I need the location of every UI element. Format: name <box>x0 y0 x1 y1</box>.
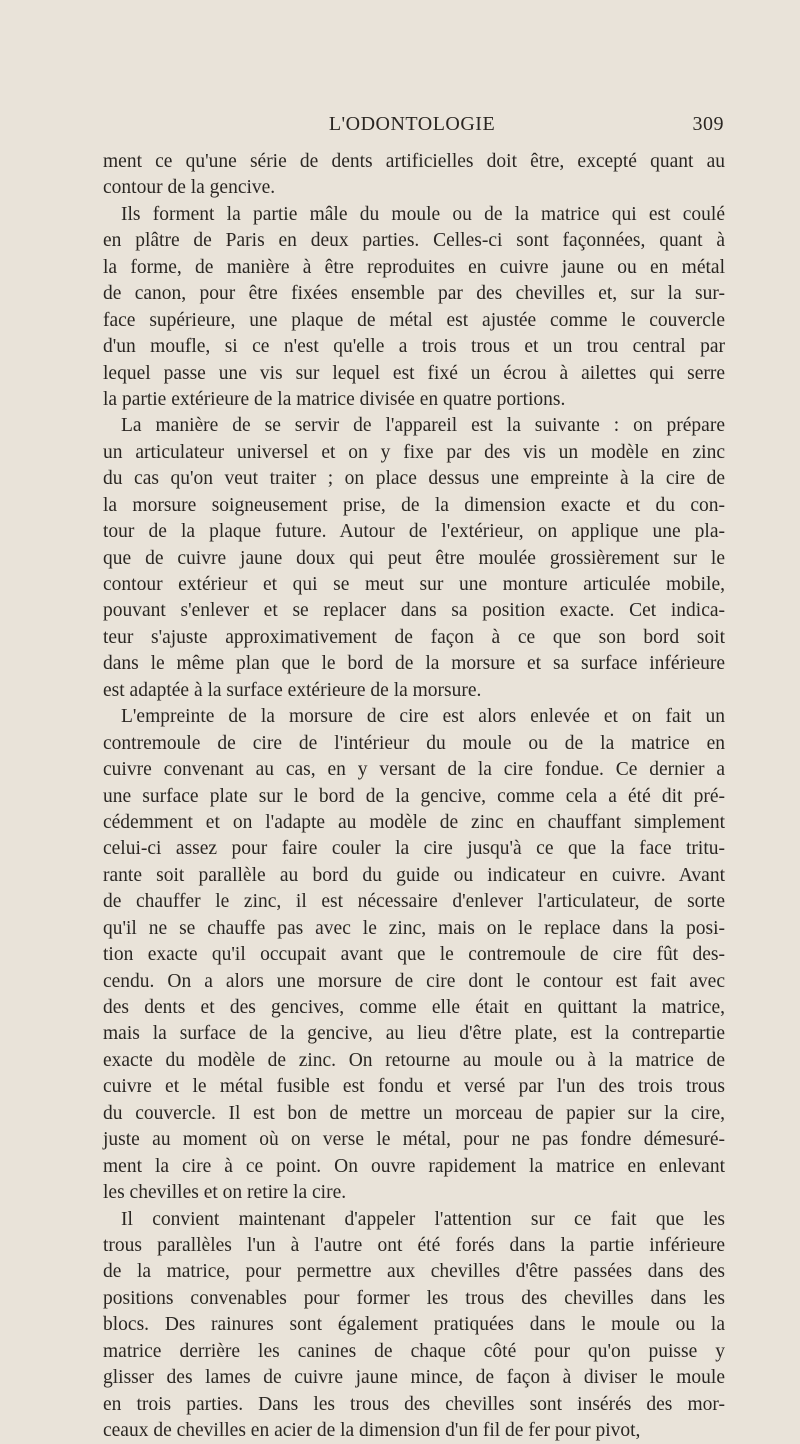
text-line: des dents et des gencives, comme elle était en quittant la matrice, <box>103 995 725 1021</box>
text-line: du cas qu'on veut traiter ; on place dessus une empreinte à la cire de <box>103 466 725 492</box>
text-line: les chevilles et on retire la cire. <box>103 1180 725 1206</box>
text-line: est adaptée à la surface extérieure de la morsure. <box>103 678 725 704</box>
text-line: tion exacte qu'il occupait avant que le contremoule de cire fût des- <box>103 942 725 968</box>
text-line: qu'il ne se chauffe pas avec le zinc, mais on le replace dans la posi- <box>103 916 725 942</box>
text-line: dans le même plan que le bord de la morsure et sa surface inférieure <box>103 651 725 677</box>
text-line: de canon, pour être fixées ensemble par des chevilles et, sur la sur- <box>103 281 725 307</box>
text-line: juste au moment où on verse le métal, pour ne pas fondre démesuré- <box>103 1127 725 1153</box>
text-line: en trois parties. Dans les trous des chevilles sont insérés des mor- <box>103 1392 725 1418</box>
text-line: positions convenables pour former les trous des chevilles dans les <box>103 1286 725 1312</box>
page-number: 309 <box>693 113 725 136</box>
paragraph <box>103 202 725 414</box>
text-line: de la matrice, pour permettre aux chevilles d'être passées dans des <box>103 1259 725 1285</box>
text-line: ment ce qu'une série de dents artificielles doit être, excepté quant au <box>103 149 725 175</box>
text-line: une surface plate sur le bord de la gencive, comme cela a été dit pré- <box>103 784 725 810</box>
text-line: que de cuivre jaune doux qui peut être moulée grossièrement sur le <box>103 546 725 572</box>
text-line: contremoule de cire de l'intérieur du moule ou de la matrice en <box>103 731 725 757</box>
text-line: blocs. Des rainures sont également pratiquées dans le moule ou la <box>103 1312 725 1338</box>
text-line: pouvant s'enlever et se replacer dans sa position exacte. Cet indica- <box>103 598 725 624</box>
text-line: celui-ci assez pour faire couler la cire jusqu'à ce que la face tritu- <box>103 836 725 862</box>
text-line: de chauffer le zinc, il est nécessaire d'enlever l'articulateur, de sorte <box>103 889 725 915</box>
text-line: cendu. On a alors une morsure de cire dont le contour est fait avec <box>103 969 725 995</box>
text-line: mais la surface de la gencive, au lieu d'être plate, est la contrepartie <box>103 1021 725 1047</box>
paragraph <box>103 1207 725 1444</box>
text-line: ment la cire à ce point. On ouvre rapidement la matrice en enlevant <box>103 1154 725 1180</box>
text-line: un articulateur universel et on y fixe par des vis un modèle en zinc <box>103 440 725 466</box>
text-line: cuivre convenant au cas, en y versant de la cire fondue. Ce dernier a <box>103 757 725 783</box>
text-line: lequel passe une vis sur lequel est fixé un écrou à ailettes qui serre <box>103 361 725 387</box>
text-line: cédemment et on l'adapte au modèle de zinc en chauffant simplement <box>103 810 725 836</box>
text-line: cuivre et le métal fusible est fondu et versé par l'un des trois trous <box>103 1074 725 1100</box>
text-line: glisser des lames de cuivre jaune mince, de façon à diviser le moule <box>103 1365 725 1391</box>
text-line: la morsure soigneusement prise, de la dimension exacte et du con- <box>103 493 725 519</box>
text-line: contour de la gencive. <box>103 175 725 201</box>
body-text <box>103 149 725 1444</box>
text-line: en plâtre de Paris en deux parties. Celles-ci sont façonnées, quant à <box>103 228 725 254</box>
text-line: du couvercle. Il est bon de mettre un morceau de papier sur la cire, <box>103 1101 725 1127</box>
text-line: exacte du modèle de zinc. On retourne au moule ou à la matrice de <box>103 1048 725 1074</box>
text-line: contour extérieur et qui se meut sur une monture articulée mobile, <box>103 572 725 598</box>
paragraph <box>103 413 725 704</box>
text-line: La manière de se servir de l'appareil est la suivante : on prépare <box>103 413 725 439</box>
text-line: la forme, de manière à être reproduites en cuivre jaune ou en métal <box>103 255 725 281</box>
text-line: teur s'ajuste approximativement de façon à ce que son bord soit <box>103 625 725 651</box>
text-line: d'un moufle, si ce n'est qu'elle a trois trous et un trou central par <box>103 334 725 360</box>
text-line: tour de la plaque future. Autour de l'extérieur, on applique une pla- <box>103 519 725 545</box>
text-line: L'empreinte de la morsure de cire est alors enlevée et on fait un <box>103 704 725 730</box>
text-line: Il convient maintenant d'appeler l'attention sur ce fait que les <box>103 1207 725 1233</box>
text-line: la partie extérieure de la matrice divisée en quatre portions. <box>103 387 725 413</box>
running-head <box>100 113 724 139</box>
text-line: matrice derrière les canines de chaque côté pour qu'on puisse y <box>103 1339 725 1365</box>
text-line: face supérieure, une plaque de métal est ajustée comme le couvercle <box>103 308 725 334</box>
text-line: rante soit parallèle au bord du guide ou indicateur en cuivre. Avant <box>103 863 725 889</box>
text-line: Ils forment la partie mâle du moule ou de la matrice qui est coulé <box>103 202 725 228</box>
paragraph <box>103 704 725 1206</box>
text-line: ceaux de chevilles en acier de la dimension d'un fil de fer pour pivot, <box>103 1418 725 1444</box>
paragraph <box>103 149 725 202</box>
running-title: L'ODONTOLOGIE <box>100 113 724 136</box>
text-line: trous parallèles l'un à l'autre ont été forés dans la partie inférieure <box>103 1233 725 1259</box>
